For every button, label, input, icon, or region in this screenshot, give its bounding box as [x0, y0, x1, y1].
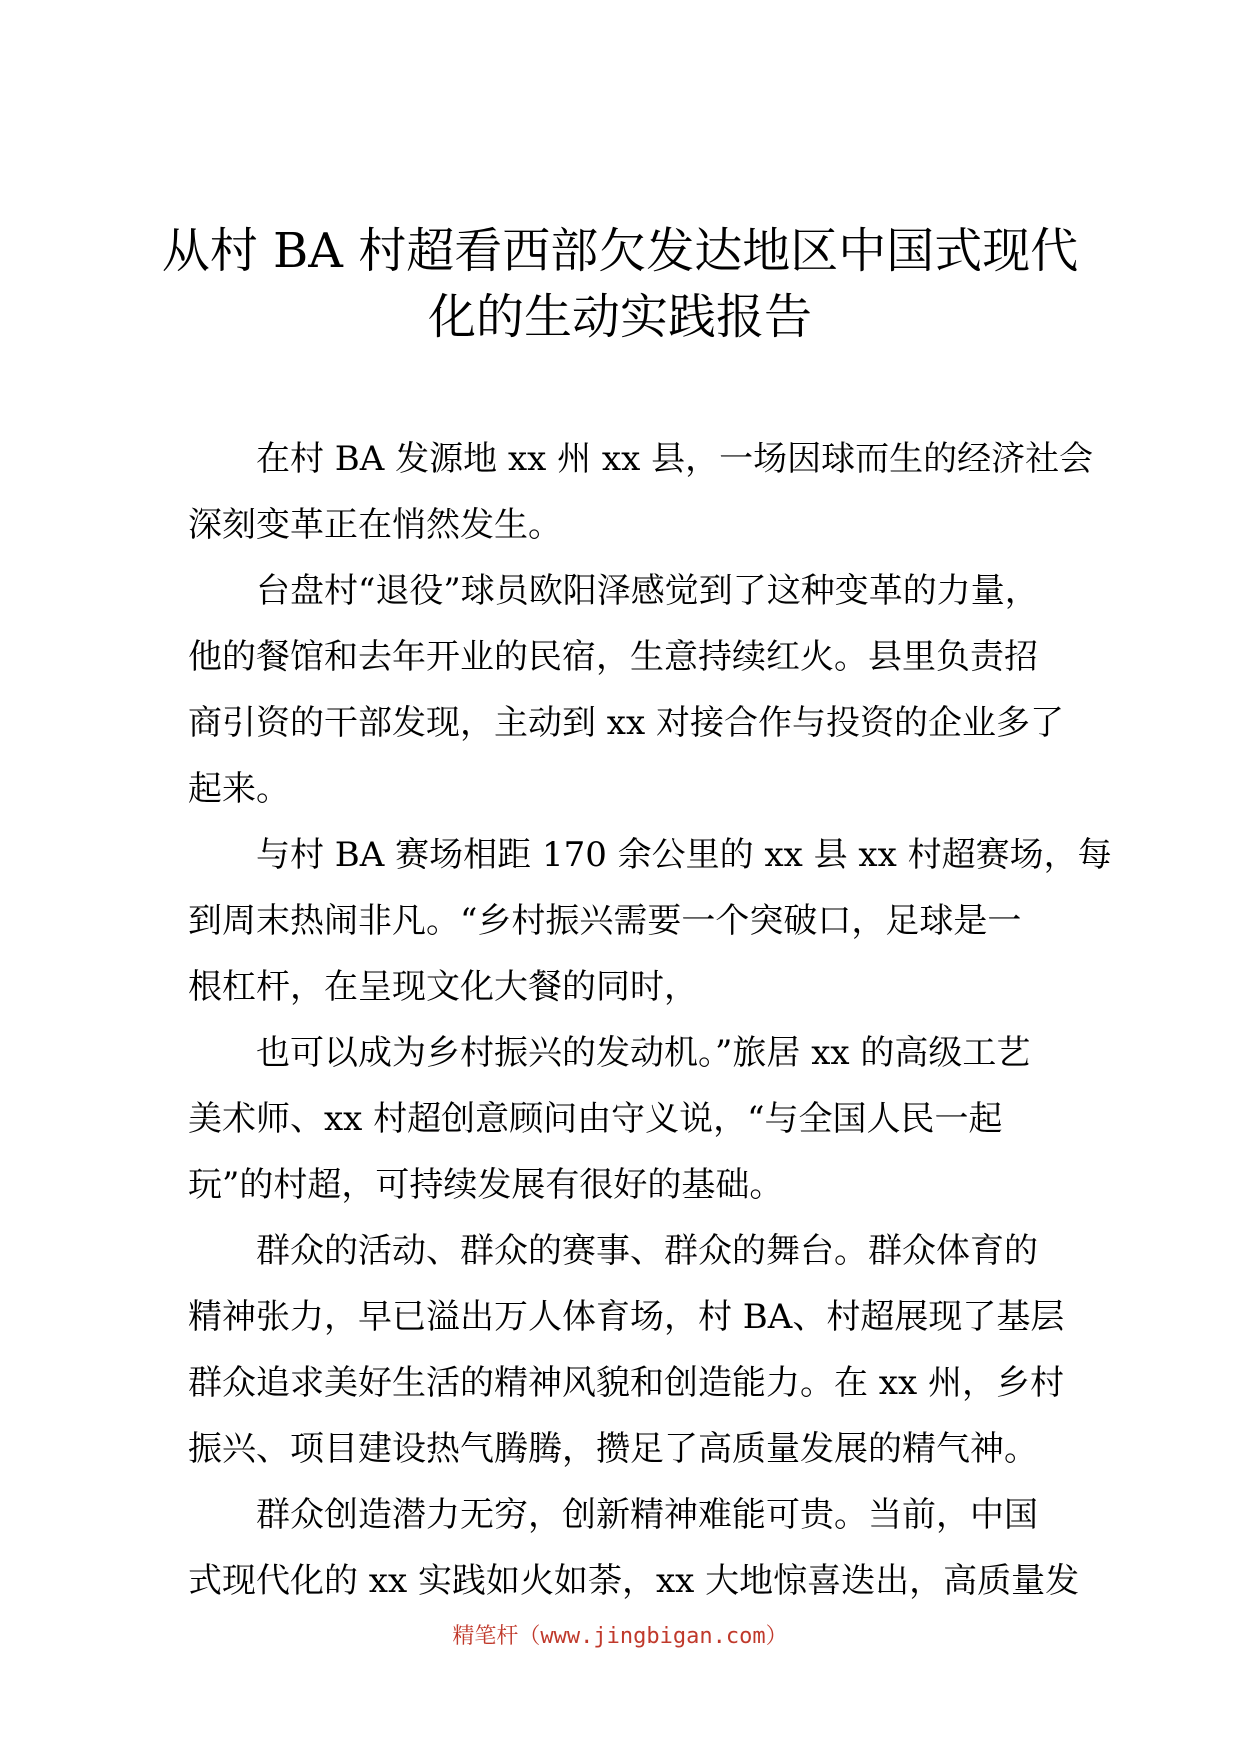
paragraph-line: 式现代化的 xx 实践如火如荼，xx 大地惊喜迭出，高质量发 [188, 1561, 1080, 1601]
paragraph-line: 美术师、xx 村超创意顾问由守义说，“与全国人民一起 [188, 1099, 1003, 1139]
paragraph-line: 起来。 [188, 769, 290, 809]
paragraph [188, 822, 1112, 1020]
footer-watermark-link[interactable]: 精笔杆（www.jingbigan.com） [452, 1624, 788, 1649]
document-title [150, 218, 1090, 350]
paragraph [188, 426, 1094, 558]
document-body [188, 426, 1112, 1614]
paragraph-line: 群众创造潜力无穷，创新精神难能可贵。当前，中国 [256, 1495, 1038, 1535]
paragraph-line: 群众的活动、群众的赛事、群众的舞台。群众体育的 [256, 1231, 1038, 1271]
paragraph-line: 精神张力，早已溢出万人体育场，村 BA、村超展现了基层 [188, 1297, 1065, 1337]
paragraph [188, 558, 1068, 822]
paragraph-line: 商引资的干部发现，主动到 xx 对接合作与投资的企业多了 [188, 703, 1064, 743]
title-line: 化的生动实践报告 [427, 289, 812, 345]
paragraph-line: 深刻变革正在悄然发生。 [188, 505, 562, 545]
paragraph [188, 1218, 1068, 1482]
paragraph-line: 振兴、项目建设热气腾腾，攒足了高质量发展的精气神。 [188, 1429, 1038, 1469]
paragraph-line: 也可以成为乡村振兴的发动机。”旅居 xx 的高级工艺 [256, 1033, 1031, 1073]
paragraph-line: 群众追求美好生活的精神风貌和创造能力。在 xx 州，乡村 [188, 1363, 1064, 1403]
paragraph [188, 1482, 1080, 1614]
paragraph-line: 他的餐馆和去年开业的民宿，生意持续红火。县里负责招 [188, 637, 1038, 677]
paragraph-line: 台盘村“退役”球员欧阳泽感觉到了这种变革的力量， [256, 571, 1039, 611]
paragraph-line: 根杠杆，在呈现文化大餐的同时， [188, 967, 698, 1007]
title-line: 从村 BA 村超看西部欠发达地区中国式现代 [161, 223, 1079, 279]
paragraph-line: 到周末热闹非凡。“乡村振兴需要一个突破口，足球是一 [188, 901, 1022, 941]
paragraph-line: 与村 BA 赛场相距 170 余公里的 xx 县 xx 村超赛场，每 [256, 835, 1112, 875]
paragraph [188, 1020, 1068, 1218]
paragraph-line: 玩”的村超，可持续发展有很好的基础。 [188, 1165, 784, 1205]
paragraph-line: 在村 BA 发源地 xx 州 xx 县，一场因球而生的经济社会 [256, 439, 1094, 479]
